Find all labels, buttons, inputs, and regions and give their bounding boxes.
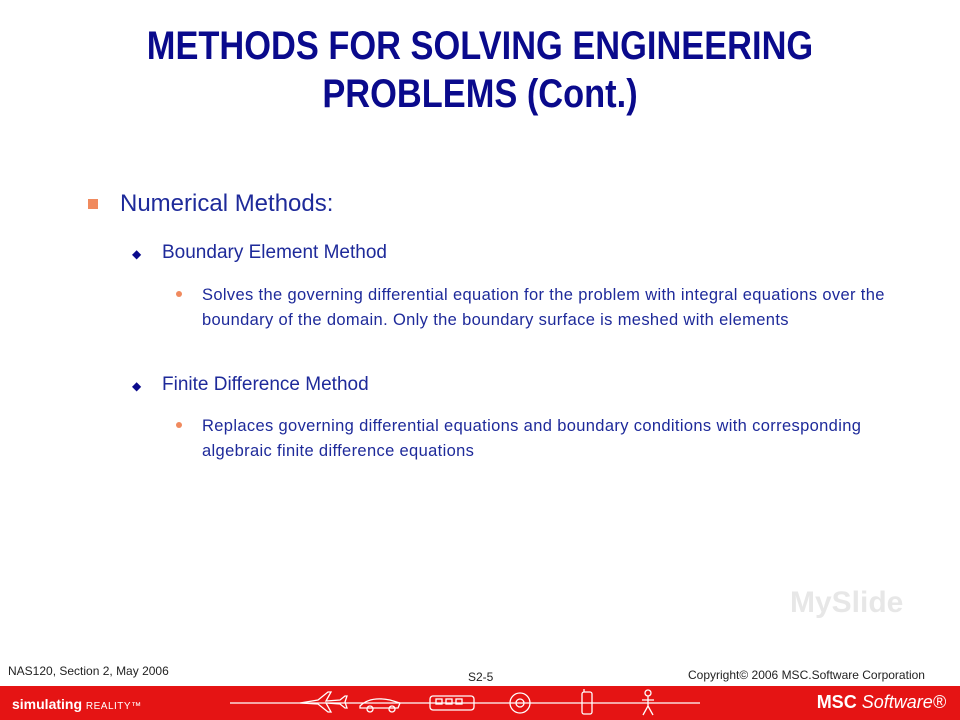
msc-logo-sub: Software® [861, 692, 946, 712]
tagline-main: simulating [12, 696, 83, 712]
airplane-icon [300, 692, 347, 712]
footer-course: NAS120, Section 2, May 2006 [8, 664, 169, 678]
tagline [12, 696, 142, 712]
title-line-1: METHODS FOR SOLVING ENGINEERING [146, 24, 814, 68]
title-line-2: PROBLEMS (Cont.) [322, 72, 638, 116]
bullet-level2-label: Finite Difference Method [162, 374, 369, 395]
product-icons-strip [230, 686, 700, 720]
square-bullet-icon [88, 199, 98, 209]
msc-software-logo [817, 692, 946, 713]
tagline-sub: REALITY™ [85, 701, 142, 712]
bullet-level2-label: Boundary Element Method [162, 242, 387, 263]
brand-bar [0, 686, 960, 720]
car-wheel-icon [367, 706, 373, 712]
dot-bullet-icon [176, 422, 182, 428]
bullet-level1-label: Numerical Methods: [120, 190, 334, 217]
slide-title [67, 22, 893, 118]
msc-logo-main: MSC [816, 692, 857, 712]
watermark: MySlide [790, 586, 904, 619]
car-wheel-icon [389, 706, 395, 712]
bullet-level3-text: Replaces governing differential equations and boundary conditions with corresponding algebraic finite difference equations [202, 417, 862, 460]
person-head-icon [645, 690, 651, 696]
bullet-level3-text: Solves the governing differential equation for the problem with integral equations over the boundary of the domain. Only the boundary surface is meshed with elements [202, 286, 885, 329]
person-body-icon [642, 696, 654, 715]
diamond-bullet-icon: ◆ [132, 247, 142, 261]
footer-copyright: Copyright© 2006 MSC.Software Corporation [688, 668, 925, 682]
dot-bullet-icon [176, 291, 182, 297]
footer-page-number: S2-5 [468, 670, 494, 684]
diamond-bullet-icon: ◆ [132, 379, 142, 393]
